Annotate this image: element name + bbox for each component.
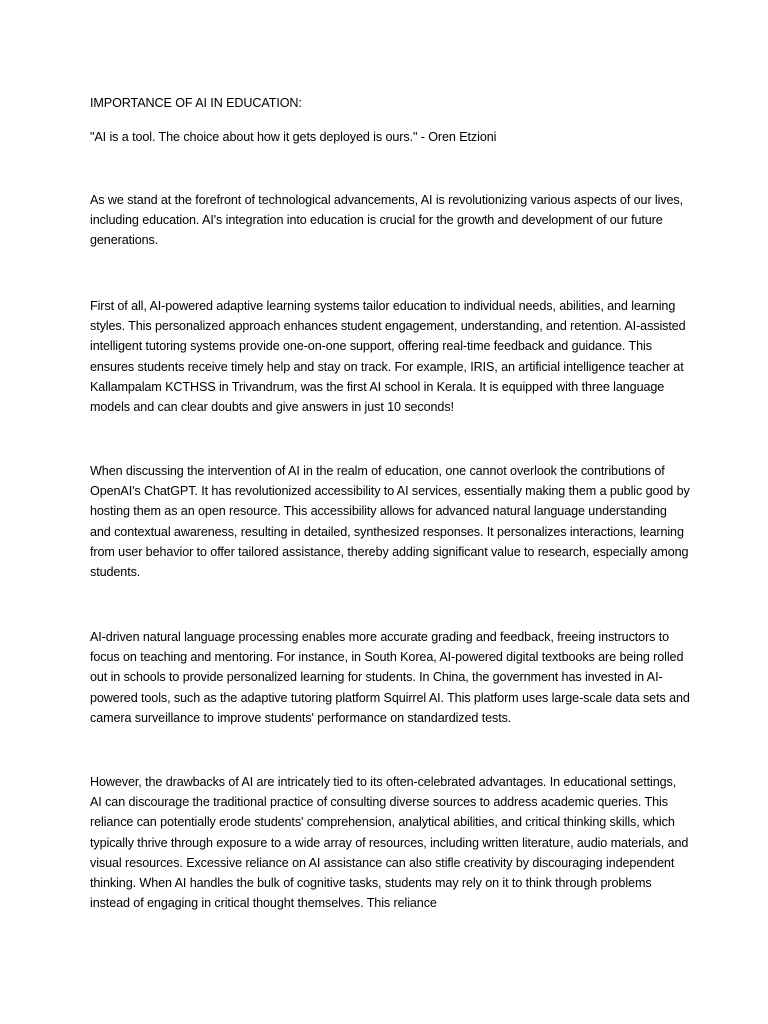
document-title: IMPORTANCE OF AI IN EDUCATION:: [90, 96, 302, 110]
paragraph-chatgpt: When discussing the intervention of AI in the realm of education, one cannot overlook the contributions of OpenAI's ChatGPT. It has revolutionized accessibility to AI services, essentially making them a public good by hosting them as an open resource. This accessibility allows for advanced natural language understanding and contextual awareness, resulting in detailed, synthesized responses. It personalizes interactions, learning from user behavior to offer tailored assistance, thereby adding significant value to research, especially among students.: [90, 464, 690, 580]
paragraph-drawbacks: However, the drawbacks of AI are intricately tied to its often-celebrated advantages. In educational settings, AI can discourage the traditional practice of consulting diverse sources to address academic queries. This reliance can potentially erode students' comprehension, analytical abilities, and critical thinking skills, which typically thrive through exposure to a wide array of resources, including written literature, audio materials, and visual resources. Excessive reliance on AI assistance can also stifle creativity by discouraging independent thinking. When AI handles the bulk of cognitive tasks, students may rely on it to think through problems instead of engaging in critical thought themselves. This reliance: [90, 775, 689, 911]
epigraph-quote: "AI is a tool. The choice about how it gets deployed is ours." - Oren Etzioni: [90, 130, 497, 144]
paragraph-introduction: As we stand at the forefront of technological advancements, AI is revolutionizing various aspects of our lives, including education. AI's integration into education is crucial for the growth and development of our future generations.: [90, 193, 684, 248]
paragraph-adaptive-learning: First of all, AI-powered adaptive learning systems tailor education to individual needs, abilities, and learning styles. This personalized approach enhances student engagement, understanding, and retention. AI-assisted intelligent tutoring systems provide one-on-one support, offering real-time feedback and guidance. This ensures students receive timely help and stay on track. For example, IRIS, an artificial intelligence teacher at Kallampalam KCTHSS in Trivandrum, was the first AI school in Kerala. It is equipped with three language models and can clear doubts and give answers in just 10 seconds!: [90, 299, 686, 415]
paragraph-nlp-grading: AI-driven natural language processing enables more accurate grading and feedback, freeing instructors to focus on teaching and mentoring. For instance, in South Korea, AI-powered digital textbooks are being rolled out in schools to provide personalized learning for students. In China, the government has invested in AI-powered tools, such as the adaptive tutoring platform Squirrel AI. This platform uses large-scale data sets and camera surveillance to improve students' performance on standardized tests.: [90, 630, 690, 725]
